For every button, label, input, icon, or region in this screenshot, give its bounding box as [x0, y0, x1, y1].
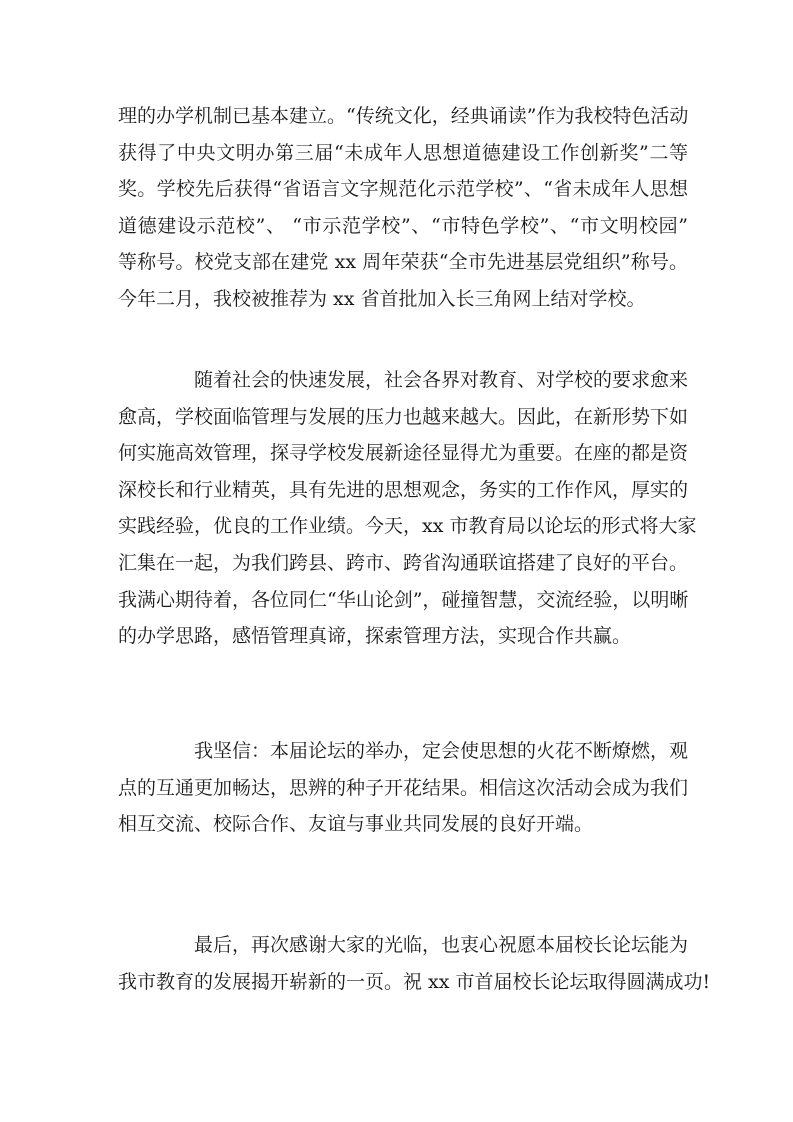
text-line: 汇集在一起，为我们跨县、跨市、跨省沟通联谊搭建了良好的平台。: [118, 551, 689, 574]
text-line: 的办学思路，感悟管理真谛，探索管理方法，实现合作共赢。: [118, 625, 632, 648]
text-line: 等称号。校党支部在建党 xx 周年荣获“全市先进基层党组织”称号。: [118, 251, 688, 274]
text-line: 我满心期待着，各位同仁“华山论剑”，碰撞智慧，交流经验，以明晰: [118, 588, 689, 611]
paragraph-closing: [118, 927, 711, 1000]
text-line: 奖。学校先后获得“省语言文字规范化示范学校”、“省未成年人思想: [118, 178, 688, 201]
text-line: 理的办学机制已基本建立。“传统文化，经典诵读”作为我校特色活动: [118, 105, 689, 127]
paragraph-belief: [118, 733, 688, 843]
text-line: 获得了中央文明办第三届“未成年人思想道德建设工作创新奖”二等: [118, 141, 688, 164]
text-line: 最后，再次感谢大家的光临，也衷心祝愿本届校长论坛能为: [194, 934, 689, 956]
text-line: 道德建设示范校”、 “市示范学校”、“市特色学校”、“市文明校园”: [118, 214, 688, 237]
text-line: 愈高，学校面临管理与发展的压力也越来越大。因此，在新形势下如: [118, 405, 689, 428]
paragraph-achievements: [118, 98, 688, 318]
text-line: 今年二月，我校被推荐为 xx 省首批加入长三角网上结对学校。: [118, 287, 646, 310]
text-line: 点的互通更加畅达，思辨的种子开花结果。相信这次活动会成为我们: [118, 776, 689, 799]
text-line: 相互交流、校际合作、友谊与事业共同发展的良好开端。: [118, 813, 594, 836]
text-line: 实践经验，优良的工作业绩。今天，xx 市教育局以论坛的形式将大家: [118, 515, 697, 538]
paragraph-development: [118, 362, 697, 655]
text-line: 随着社会的快速发展，社会各界对教育、对学校的要求愈来: [194, 369, 689, 391]
text-line: 深校长和行业精英，具有先进的思想观念，务实的工作作风，厚实的: [118, 478, 689, 501]
text-line: 何实施高效管理，探寻学校发展新途径显得尤为重要。在座的都是资: [118, 442, 689, 465]
text-line: 我坚信：本届论坛的举办，定会使思想的火花不断燎燃，观: [194, 740, 689, 762]
text-line: 我市教育的发展揭开崭新的一页。祝 xx 市首届校长论坛取得圆满成功!: [118, 970, 711, 993]
